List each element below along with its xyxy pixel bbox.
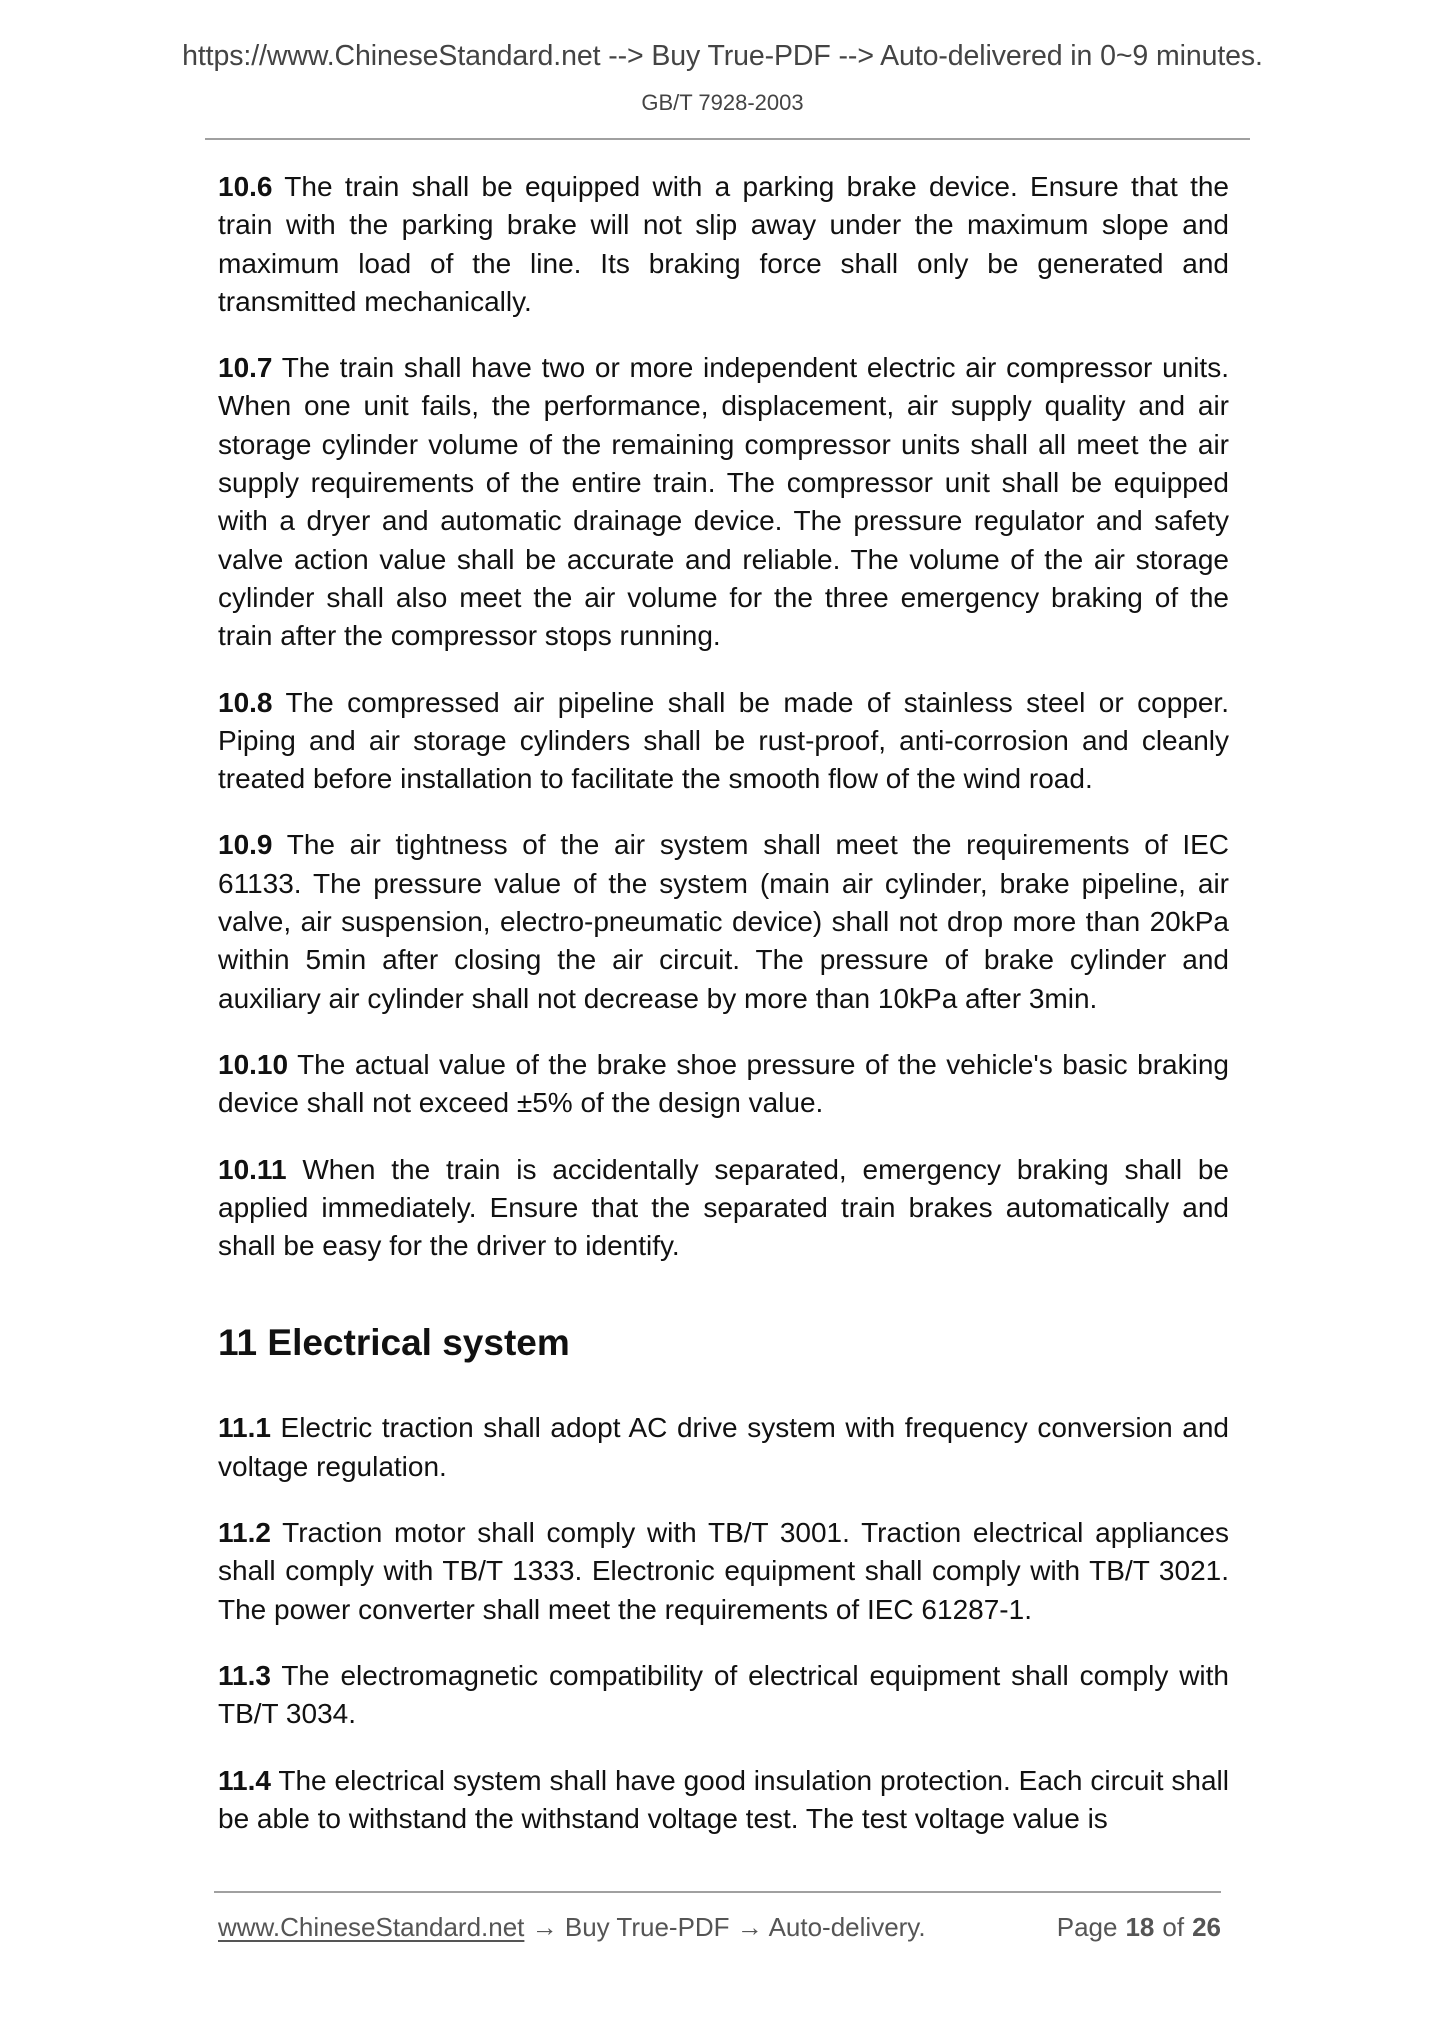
clause-10-11 xyxy=(218,1151,1229,1266)
clause-text: Traction motor shall comply with TB/T 3001. Traction electrical appliances shall comply with TB/T 1333. Electronic equipment shall comply with TB/T 3021. The power converter shall meet the requirements of IEC 61287-1. xyxy=(218,1517,1229,1625)
header-divider xyxy=(205,138,1250,140)
clause-11-1 xyxy=(218,1409,1229,1486)
footer-tagline: → Buy True-PDF → Auto-delivery. xyxy=(524,1912,926,1942)
clause-text: The train shall have two or more independent electric air compressor units. When one unit fails, the performance, displacement, air supply quality and air storage cylinder volume of the remaining compressor units shall all meet the air supply requirements of the entire train. The compressor unit shall be equipped with a dryer and automatic drainage device. The pressure regulator and safety valve action value shall be accurate and reliable. The volume of the air storage cylinder shall also meet the air volume for the three emergency braking of the train after the compressor stops running. xyxy=(218,352,1229,652)
clause-10-6 xyxy=(218,168,1229,321)
clause-11-4 xyxy=(218,1762,1229,1839)
clause-number: 11.1 xyxy=(218,1412,271,1444)
footer-divider xyxy=(214,1891,1221,1893)
clause-10-8 xyxy=(218,684,1229,799)
clause-number: 11.4 xyxy=(218,1764,271,1796)
clause-text: The compressed air pipeline shall be made of stainless steel or copper. Piping and air storage cylinders shall be rust-proof, anti-corrosion and cleanly treated before installation to facilitate the smooth flow of the wind road. xyxy=(218,686,1229,795)
clause-text: The actual value of the brake shoe pressure of the vehicle's basic braking device shall not exceed ±5% of the design value. xyxy=(218,1048,1229,1119)
clause-text: The electromagnetic compatibility of electrical equipment shall comply with TB/T 3034. xyxy=(218,1659,1229,1730)
clause-text: Electric traction shall adopt AC drive system with frequency conversion and voltage regulation. xyxy=(218,1412,1229,1482)
section-heading-electrical-system: 11 Electrical system xyxy=(218,1322,570,1364)
page-current: 18 xyxy=(1125,1912,1155,1942)
document-code: GB/T 7928-2003 xyxy=(641,90,804,115)
clause-10-7 xyxy=(218,349,1229,655)
clause-number: 10.10 xyxy=(218,1048,289,1080)
clause-text: When the train is accidentally separated, emergency braking shall be applied immediately. Ensure that the separated train brakes automatically and shall be easy for the driver to identify. xyxy=(218,1153,1229,1262)
clause-text: The electrical system shall have good insulation protection. Each circuit shall be able to withstand the withstand voltage test. The test voltage value is xyxy=(218,1764,1229,1834)
clause-11-3 xyxy=(218,1657,1229,1734)
page-total: 26 xyxy=(1192,1912,1221,1942)
clause-number: 10.11 xyxy=(218,1153,287,1185)
page-footer xyxy=(218,1912,1221,1943)
clause-text: The air tightness of the air system shall meet the requirements of IEC 61133. The pressure value of the system (main air cylinder, brake pipeline, air valve, air suspension, electro-pneumatic device) shall not drop more than 20kPa within 5min after closing the air circuit. The pressure of brake cylinder and auxiliary air cylinder shall not decrease by more than 10kPa after 3min. xyxy=(218,829,1229,1014)
clause-number: 11.3 xyxy=(218,1659,271,1691)
clause-number: 10.9 xyxy=(218,829,273,861)
clause-number: 10.8 xyxy=(218,686,273,718)
clause-text: The train shall be equipped with a parking brake device. Ensure that the train with the parking brake will not slip away under the maximum slope and maximum load of the line. Its braking force shall only be generated and transmitted mechanically. xyxy=(218,171,1229,317)
clause-11-2 xyxy=(218,1514,1229,1629)
clause-10-10 xyxy=(218,1046,1229,1123)
page-indicator xyxy=(1057,1912,1221,1943)
clause-10-9 xyxy=(218,826,1229,1017)
page-label: Page xyxy=(1056,1912,1118,1942)
clause-number: 11.2 xyxy=(218,1517,271,1549)
clause-number: 10.7 xyxy=(218,352,273,384)
footer-left xyxy=(218,1912,926,1943)
page-of-label: of xyxy=(1162,1912,1185,1942)
site-link[interactable]: www.ChineseStandard.net xyxy=(218,1912,525,1942)
clause-number: 10.6 xyxy=(218,171,273,202)
top-banner: https://www.ChineseStandard.net --> Buy True-PDF --> Auto-delivered in 0~9 minutes. xyxy=(182,40,1263,72)
document-body xyxy=(218,168,1229,1866)
